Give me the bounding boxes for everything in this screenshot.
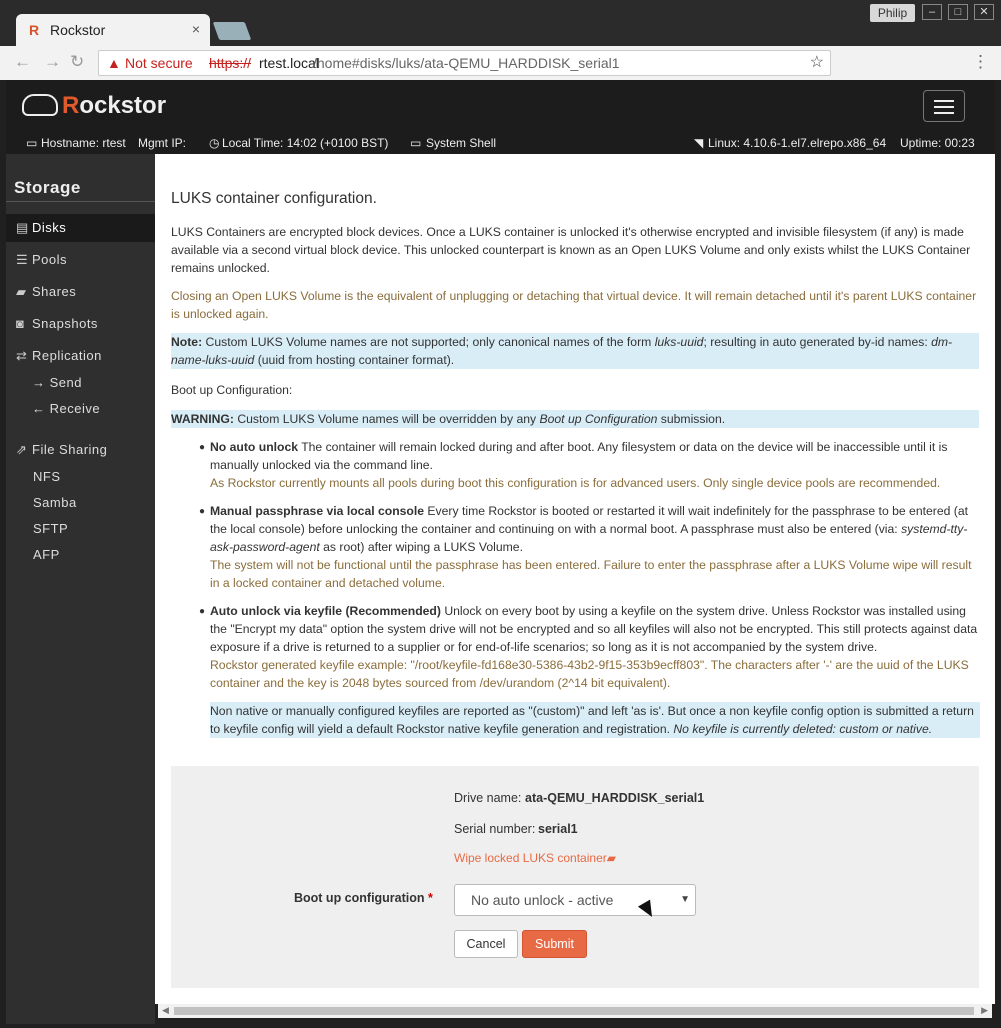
- status-bar: [6, 132, 995, 154]
- sidebar-heading: Storage: [14, 178, 81, 197]
- rockstor-favicon-icon: R: [29, 22, 40, 38]
- uptime-label: Uptime: 00:23: [900, 136, 975, 150]
- luks-config-form: [171, 766, 979, 988]
- rss-icon: ◥: [694, 136, 704, 150]
- scroll-right-icon[interactable]: ▶: [981, 1005, 988, 1015]
- serial-number-label: Serial number:: [454, 822, 536, 836]
- bullet-icon: ●: [199, 506, 206, 517]
- cloud-logo-icon: [22, 94, 58, 116]
- url-scheme: https://: [209, 55, 252, 71]
- disk-icon: ▤: [16, 220, 29, 235]
- sidebar-item-send[interactable]: → Send: [32, 375, 82, 390]
- back-arrow-icon[interactable]: ←: [14, 52, 31, 71]
- intro-paragraph: LUKS Containers are encrypted block devices. Once a LUKS container is unlocked it's otherwise encrypted and invisible filesystem (if any) is made available via a second virtual block device. This unlocked counterpart is known as an Open LUKS Volume and only exists whilst the LUKS Container remains unlocked.: [171, 225, 971, 275]
- hostname-label: Hostname: rtest: [41, 136, 126, 150]
- sidebar-item-afp[interactable]: AFP: [33, 547, 60, 562]
- sidebar-item-file-sharing[interactable]: ⇗ File Sharing: [6, 436, 155, 464]
- tab-close-icon[interactable]: ×: [191, 21, 200, 37]
- closing-paragraph: Closing an Open LUKS Volume is the equivalent of unplugging or detaching that virtual device. It will remain detached until it's parent LUKS container is unlocked again.: [171, 289, 977, 321]
- bullet-icon: ●: [199, 606, 206, 617]
- bootup-heading: Boot up Configuration:: [171, 383, 293, 397]
- sidebar-item-sftp[interactable]: SFTP: [33, 521, 69, 536]
- sidebar-item-disks[interactable]: ▤ Disks: [6, 214, 155, 242]
- tab-title: Rockstor: [50, 22, 106, 38]
- share-icon: ⇗: [16, 442, 28, 457]
- sidebar-item-snapshots[interactable]: ◙ Snapshots: [6, 310, 155, 338]
- folder-icon: ▰: [16, 284, 27, 299]
- scroll-left-icon[interactable]: ◀: [162, 1005, 169, 1015]
- bootup-config-label: Boot up configuration *: [294, 891, 433, 905]
- forward-arrow-icon[interactable]: →: [44, 52, 61, 71]
- terminal-icon: ▭: [410, 136, 422, 150]
- scrollbar-thumb[interactable]: [174, 1007, 974, 1015]
- dropdown-caret-icon: ▼: [680, 894, 690, 905]
- close-window-button[interactable]: ✕: [974, 4, 994, 20]
- warning-triangle-icon: ▲: [107, 55, 121, 71]
- horizontal-scrollbar[interactable]: [158, 1004, 992, 1018]
- option-auto-unlock-keyfile: Auto unlock via keyfile (Recommended) Unlock on every boot by using a keyfile on the system drive. Unless Rockstor was installed using the "Encrypt my data" option the system drive will not be encrypted and so all keyfiles will also not be encrypted. This still protects against data exposure if a drive is returned to a supplier or for end-of-life scenarios; so long as it is not accompanied by the system drive. Rockstor generated keyfile example: "/root/keyfile-fd168e30-5386-43b2-9f15-353b9ecff803". The characters after '-' are the uuid of the LUKS container and the key is 2048 bytes sourced from /dev/urandom (2^14 bit equivalent).: [210, 604, 978, 690]
- keyfile-info-box: Non native or manually configured keyfiles are reported as "(custom)" and left 'as is'. But once a non keyfile config option is submitted a return to keyfile config will yield a default Rockstor native keyfile generation and registration. No keyfile is currently deleted: custom or native.: [210, 702, 980, 738]
- list-icon: ☰: [16, 252, 29, 267]
- hamburger-menu-button[interactable]: [923, 90, 965, 122]
- security-label[interactable]: Not secure: [125, 55, 193, 71]
- sidebar-item-replication[interactable]: ⇄ Replication: [6, 342, 155, 370]
- bootup-config-select[interactable]: No auto unlock - active ▼: [454, 884, 696, 916]
- browser-menu-icon[interactable]: ⋮: [972, 52, 989, 71]
- url-host: rtest.local: [259, 55, 319, 71]
- submit-button[interactable]: Submit: [522, 930, 587, 958]
- cancel-button[interactable]: Cancel: [454, 930, 518, 958]
- minimize-button[interactable]: –: [922, 4, 942, 20]
- sidebar-divider: [6, 201, 155, 202]
- page-title: LUKS container configuration.: [171, 190, 377, 207]
- drive-name-label: Drive name:: [454, 791, 522, 805]
- note-box: Note: Custom LUKS Volume names are not supported; only canonical names of the form luks-uuid; resulting in auto generated by-id names: dm-name-luks-uuid (uuid from hosting container format).: [171, 333, 979, 369]
- sidebar-item-samba[interactable]: Samba: [33, 495, 77, 510]
- main-content: [155, 154, 995, 1004]
- mgmt-ip-label: Mgmt IP:: [138, 136, 187, 150]
- clock-icon: ◷: [209, 136, 220, 150]
- drive-name-value: ata-QEMU_HARDDISK_serial1: [525, 791, 705, 805]
- browser-tab[interactable]: [16, 14, 210, 46]
- warning-box: WARNING: Custom LUKS Volume names will be overridden by any Boot up Configuration submission.: [171, 410, 979, 428]
- monitor-icon: ▭: [26, 136, 38, 150]
- app-header: [6, 80, 995, 132]
- url-path: /home#disks/luks/ata-QEMU_HARDDISK_serial1: [313, 55, 620, 71]
- title-bar: [0, 0, 1001, 46]
- profile-button[interactable]: Philip: [870, 4, 915, 22]
- system-shell-link[interactable]: System Shell: [426, 136, 497, 150]
- eraser-icon: ▰: [606, 851, 616, 865]
- bullet-icon: ●: [199, 442, 206, 453]
- local-time-label: Local Time: 14:02 (+0100 BST): [222, 136, 389, 150]
- serial-number-value: serial1: [538, 822, 578, 836]
- camera-icon: ◙: [16, 316, 25, 331]
- kernel-label: Linux: 4.10.6-1.el7.elrepo.x86_64: [708, 136, 887, 150]
- sidebar-item-shares[interactable]: ▰ Shares: [6, 278, 155, 306]
- address-toolbar: [0, 46, 1001, 80]
- url-bar[interactable]: [98, 50, 831, 76]
- sidebar: [6, 154, 155, 1024]
- new-tab-button[interactable]: [213, 22, 252, 40]
- exchange-icon: ⇄: [16, 348, 28, 363]
- wipe-luks-link[interactable]: Wipe locked LUKS container▰: [454, 851, 616, 865]
- sidebar-item-nfs[interactable]: NFS: [33, 469, 61, 484]
- sidebar-item-pools[interactable]: ☰ Pools: [6, 246, 155, 274]
- sidebar-item-receive[interactable]: ← Receive: [32, 401, 101, 416]
- option-manual-passphrase: Manual passphrase via local console Every time Rockstor is booted or restarted it will wait indefinitely for the passphrase to be entered (at the local console) before unlocking the container and continuing on with a normal boot. A passphrase must also be entered (via: systemd-tty-ask-password-agent as root) after wiping a LUKS Volume. The system will not be functional until the passphrase has been entered. Failure to enter the passphrase after a LUKS Volume wipe will result in a locked container and detached volume.: [210, 504, 972, 590]
- maximize-button[interactable]: □: [948, 4, 968, 20]
- reload-icon[interactable]: ↻: [70, 52, 85, 71]
- option-no-auto-unlock: No auto unlock The container will remain locked during and after boot. Any filesystem or data on the device will be inaccessible until it is manually unlocked via the command line. As Rockstor currently mounts all pools during boot this configuration is for advanced users. Only single device pools are recommended.: [210, 440, 948, 490]
- app-logo[interactable]: Rockstor: [62, 92, 167, 119]
- bookmark-star-icon[interactable]: ☆: [809, 54, 824, 71]
